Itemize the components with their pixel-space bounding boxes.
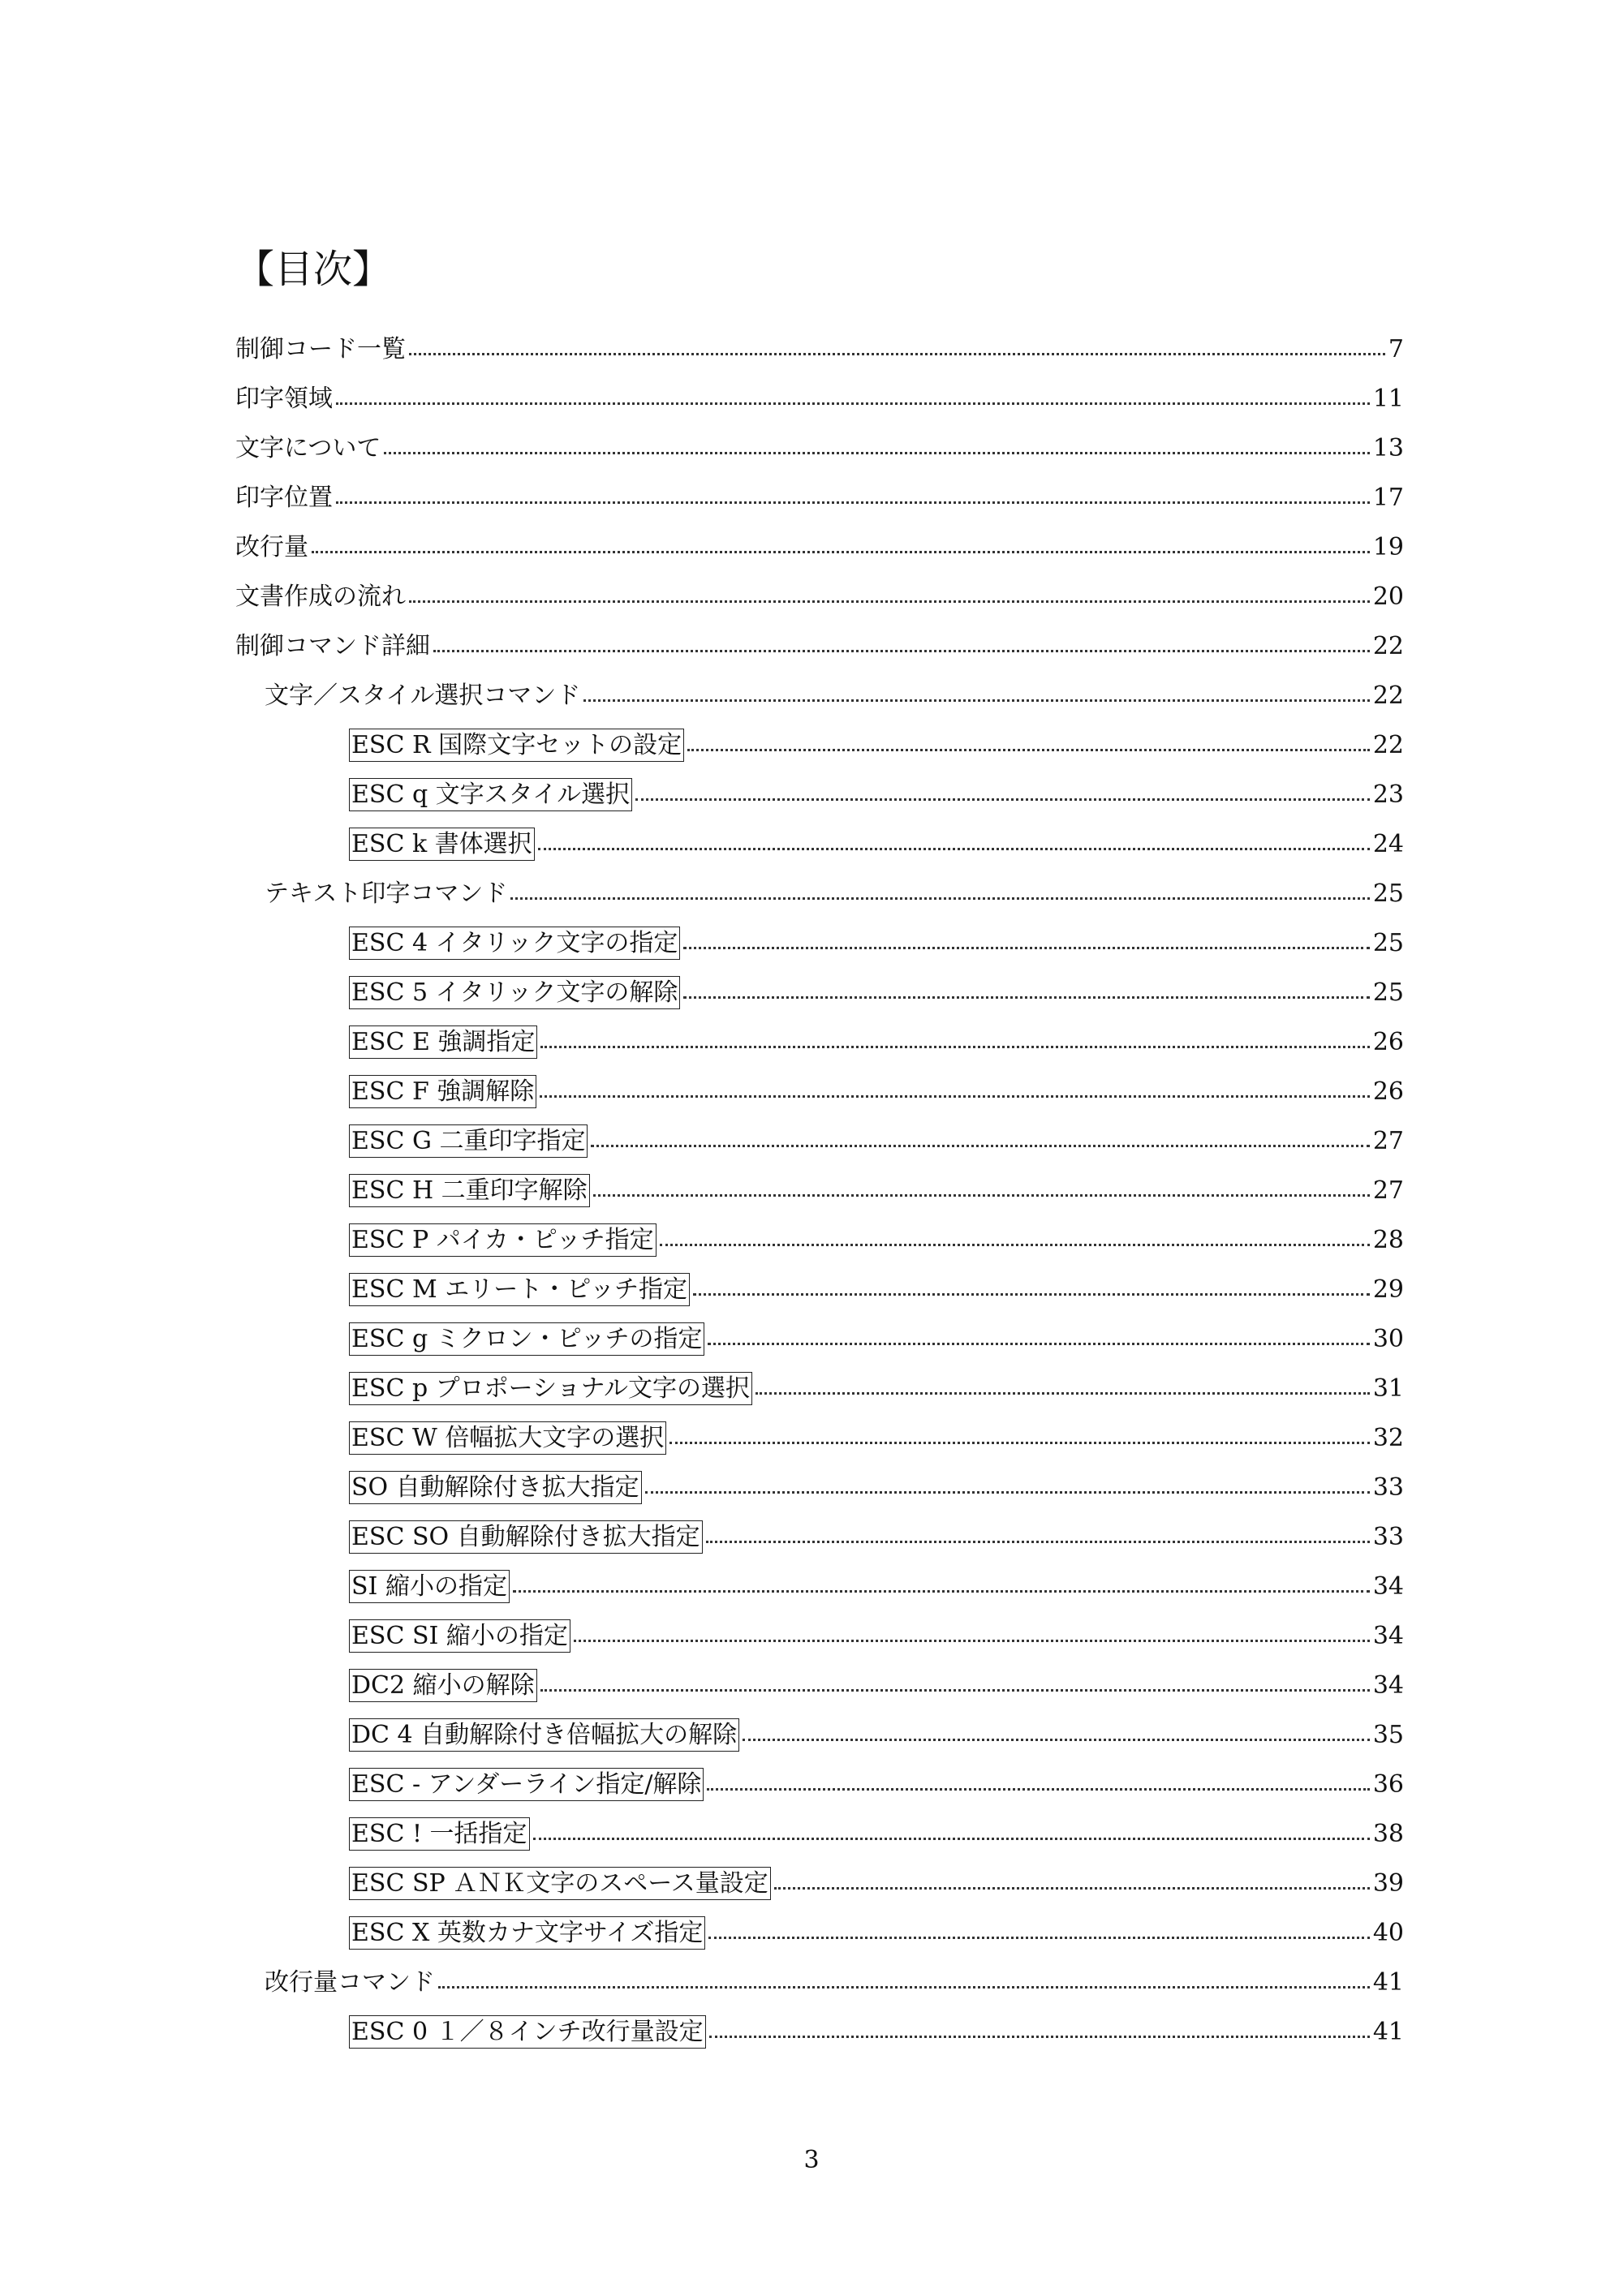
toc-entry-page: 29 [1372,1275,1404,1304]
toc-entry[interactable] [235,819,1404,869]
toc-entry[interactable] [235,671,1404,720]
dot-leader [583,699,1369,702]
toc-entry[interactable] [235,1859,1404,1908]
toc-entry-label: テキスト印字コマンド [265,879,508,908]
toc-entry-page: 27 [1372,1126,1404,1155]
toc-entry-label: SO 自動解除付き拡大指定 [349,1471,642,1504]
toc-entry-label: ESC - アンダーライン指定/解除 [349,1768,704,1801]
toc-entry[interactable] [235,1512,1404,1562]
toc-entry[interactable] [235,1908,1404,1958]
toc-entry-label: DC2 縮小の解除 [349,1669,537,1702]
toc-entry-page: 25 [1372,978,1404,1007]
toc-entry-page: 22 [1372,730,1404,759]
toc-entry[interactable] [235,869,1404,918]
toc-entry[interactable] [235,522,1404,572]
dot-leader [743,1739,1370,1741]
dot-leader [533,1838,1370,1840]
toc-entry-page: 34 [1372,1572,1404,1601]
toc-entry-page: 7 [1388,334,1404,363]
toc-entry-label: 文字について [235,433,381,462]
toc-entry-label: 改行量コマンド [265,1967,435,1997]
toc-entry[interactable] [235,621,1404,671]
toc-entry[interactable] [235,1364,1404,1413]
toc-entry-page: 25 [1372,928,1404,957]
dot-leader [513,1590,1370,1593]
toc-entry[interactable] [235,1067,1404,1116]
toc-entry-page: 30 [1372,1324,1404,1353]
dot-leader [574,1640,1370,1642]
toc-entry[interactable] [235,325,1404,374]
toc-entry-label: ESC H 二重印字解除 [349,1174,590,1207]
dot-leader [538,848,1370,850]
toc-entry-page: 22 [1372,631,1404,660]
toc-entry[interactable] [235,720,1404,770]
toc-entry-label: ESC W 倍幅拡大文字の選択 [349,1421,666,1455]
toc-entry-page: 33 [1372,1473,1404,1502]
toc-entry-label: ESC k 書体選択 [349,828,535,861]
toc-entry-label: 印字位置 [235,483,333,512]
dot-leader [635,798,1370,801]
toc-entry[interactable] [235,1611,1404,1661]
toc-entry-label: ESC ! 一括指定 [349,1817,530,1851]
toc-entry-label: ESC P パイカ・ピッチ指定 [349,1223,657,1257]
dot-leader [687,749,1370,751]
toc-entry[interactable] [235,1116,1404,1166]
toc-entry-page: 36 [1372,1769,1404,1799]
toc-entry-page: 19 [1372,532,1404,561]
toc-entry[interactable] [235,1661,1404,1710]
dot-leader [683,947,1369,949]
toc-entry-label: 文字／スタイル選択コマンド [265,681,581,710]
toc-entry[interactable] [235,473,1404,522]
toc-entry-label: ESC SO 自動解除付き拡大指定 [349,1520,703,1554]
dot-leader [708,1937,1369,1939]
toc-entry-page: 22 [1372,681,1404,710]
toc-entry[interactable] [235,1760,1404,1809]
toc-entry-label: DC 4 自動解除付き倍幅拡大の解除 [349,1718,739,1752]
toc-entry-label: ESC q 文字スタイル選択 [349,778,632,811]
toc-entry-label: SI 縮小の指定 [349,1570,510,1603]
toc-entry-page: 23 [1372,780,1404,809]
dot-leader [708,1343,1369,1345]
toc-entry-page: 40 [1372,1918,1404,1947]
toc-entry[interactable] [235,1562,1404,1611]
dot-leader [409,353,1385,355]
table-of-contents [235,325,1404,2057]
toc-entry[interactable] [235,1958,1404,2007]
toc-entry-page: 24 [1372,829,1404,858]
toc-entry-page: 27 [1372,1176,1404,1205]
dot-leader [540,1046,1369,1048]
dot-leader [312,551,1370,553]
dot-leader [693,1293,1370,1296]
toc-entry[interactable] [235,1166,1404,1215]
toc-entry-page: 26 [1372,1027,1404,1056]
toc-entry[interactable] [235,374,1404,424]
toc-entry-page: 33 [1372,1522,1404,1551]
toc-entry-label: ESC p プロポーショナル文字の選択 [349,1372,752,1405]
toc-entry-page: 26 [1372,1077,1404,1106]
dot-leader [510,897,1369,900]
toc-entry[interactable] [235,1413,1404,1463]
dot-leader [540,1689,1370,1692]
toc-entry[interactable] [235,1314,1404,1364]
dot-leader [756,1392,1370,1395]
dot-leader [669,1442,1370,1444]
toc-entry-label: ESC E 強調指定 [349,1025,537,1059]
toc-entry-page: 11 [1372,384,1404,413]
dot-leader [591,1145,1369,1147]
dot-leader [709,2036,1370,2038]
toc-entry[interactable] [235,424,1404,473]
toc-entry-label: ESC 5 イタリック文字の解除 [349,976,680,1009]
toc-entry-label: ESC G 二重印字指定 [349,1124,588,1158]
dot-leader [706,1541,1370,1543]
toc-entry-label: ESC X 英数カナ文字サイズ指定 [349,1916,705,1950]
dot-leader [774,1887,1370,1890]
toc-entry-label: ESC SP ＡＮＫ文字のスペース量設定 [349,1867,771,1900]
toc-entry-label: 改行量 [235,532,308,561]
toc-entry-page: 31 [1372,1374,1404,1403]
toc-entry-page: 34 [1372,1670,1404,1700]
dot-leader [660,1244,1370,1246]
dot-leader [433,650,1370,652]
dot-leader [409,600,1370,603]
dot-leader [336,501,1370,504]
toc-entry-page: 38 [1372,1819,1404,1848]
dot-leader [645,1491,1370,1494]
dot-leader [438,1986,1370,1989]
toc-entry-page: 25 [1372,879,1404,908]
toc-entry[interactable] [235,1809,1404,1859]
toc-entry-page: 20 [1372,582,1404,611]
toc-entry-page: 35 [1372,1720,1404,1749]
toc-entry-page: 17 [1372,483,1404,512]
toc-entry[interactable] [235,1265,1404,1314]
toc-entry[interactable] [235,918,1404,968]
toc-entry[interactable] [235,1215,1404,1265]
dot-leader [707,1788,1369,1791]
toc-entry-label: 印字領域 [235,384,333,413]
toc-entry[interactable] [235,2007,1404,2057]
toc-entry-label: ESC g ミクロン・ピッチの指定 [349,1322,704,1356]
page-number: 3 [803,2146,820,2174]
dot-leader [593,1194,1370,1197]
toc-entry-page: 34 [1372,1621,1404,1650]
toc-entry-label: 制御コマンド詳細 [235,631,430,660]
toc-entry-page: 39 [1372,1868,1404,1898]
toc-entry-label: 制御コード一覧 [235,334,406,363]
toc-entry-page: 41 [1372,1967,1404,1997]
toc-entry-page: 13 [1372,433,1404,462]
toc-entry-label: ESC SI 縮小の指定 [349,1619,570,1653]
toc-entry[interactable] [235,1710,1404,1760]
toc-entry[interactable] [235,770,1404,819]
toc-entry[interactable] [235,1463,1404,1512]
toc-entry-label: ESC F 強調解除 [349,1075,536,1108]
toc-entry-label: ESC M エリート・ピッチ指定 [349,1273,690,1306]
dot-leader [384,452,1369,454]
dot-leader [336,402,1370,405]
dot-leader [540,1095,1370,1098]
toc-entry-page: 32 [1372,1423,1404,1452]
toc-entry-label: 文書作成の流れ [235,582,406,611]
toc-entry-label: ESC R 国際文字セットの設定 [349,729,684,762]
toc-entry-page: 41 [1372,2017,1404,2046]
dot-leader [683,996,1369,999]
toc-entry[interactable] [235,968,1404,1017]
toc-entry-label: ESC 4 イタリック文字の指定 [349,927,680,960]
toc-entry[interactable] [235,572,1404,621]
toc-entry-label: ESC 0 １／８インチ改行量設定 [349,2015,706,2049]
toc-entry-page: 28 [1372,1225,1404,1254]
toc-heading: 【目次】 [235,247,392,292]
toc-entry[interactable] [235,1017,1404,1067]
